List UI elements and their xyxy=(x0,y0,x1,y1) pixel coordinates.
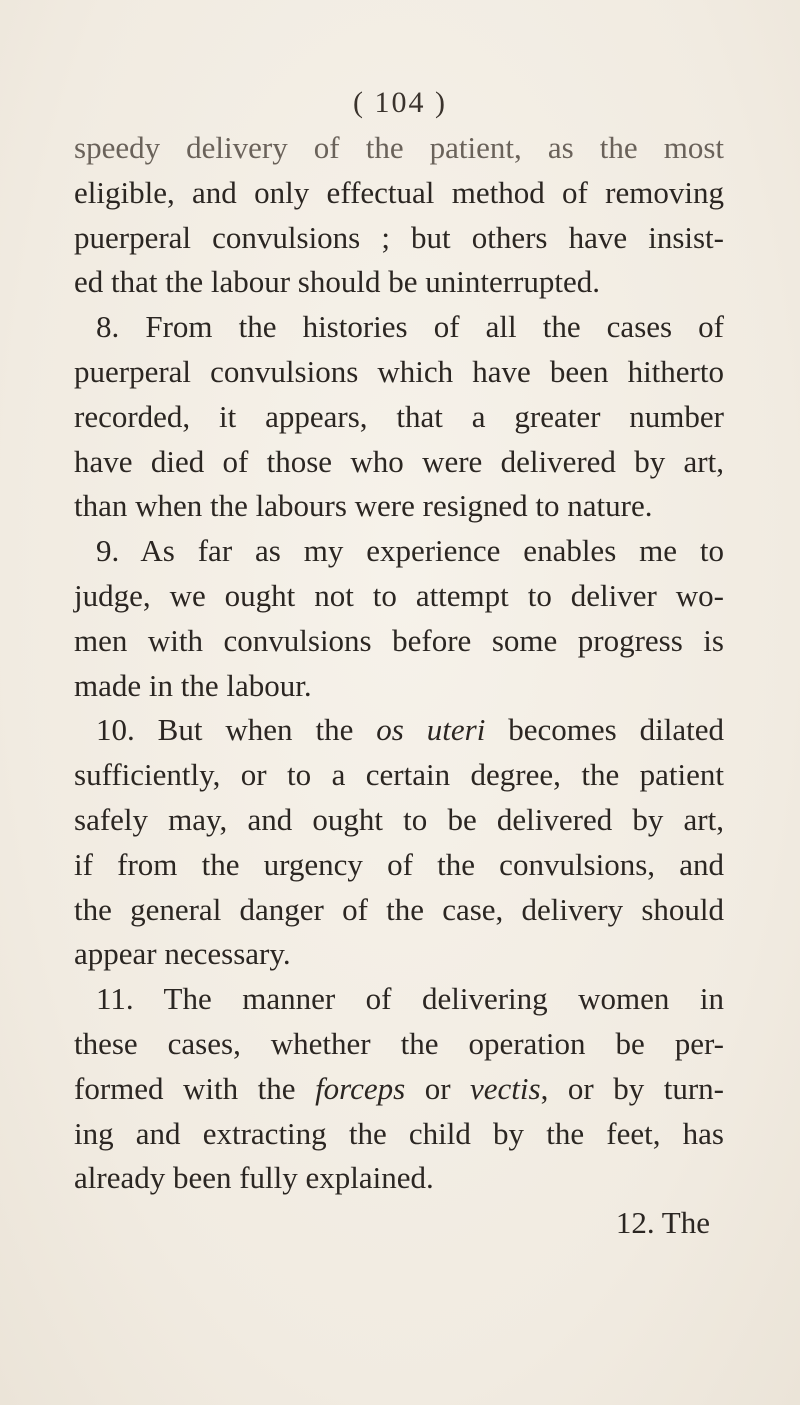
text-line: the general danger of the case, delivery should xyxy=(74,891,724,927)
paragraph-10-start: 10. But when the os uteri becomes dilated xyxy=(96,712,724,748)
paragraph-11-start: 11. The manner of delivering women in xyxy=(96,981,724,1017)
text-line: than when the labours were resigned to nature. xyxy=(74,488,653,524)
paragraph-9-start: 9. As far as my experience enables me to xyxy=(96,533,724,569)
page-number-header: ( 104 ) xyxy=(353,86,447,119)
text-line: puerperal convulsions which have been hitherto xyxy=(74,353,724,389)
text-line: have died of those who were delivered by art, xyxy=(74,443,724,479)
text-line: puerperal convulsions ; but others have insist- xyxy=(74,219,724,255)
italic-term-vectis: vectis xyxy=(470,1070,541,1106)
text-line: these cases, whether the operation be per- xyxy=(74,1025,724,1061)
body-text xyxy=(74,126,724,1246)
text-line: if from the urgency of the convulsions, and xyxy=(74,846,724,882)
text-line: made in the labour. xyxy=(74,667,312,703)
text-line: speedy delivery of the patient, as the most xyxy=(74,130,724,165)
text-line: formed with the forceps or vectis, or by turn- xyxy=(74,1070,724,1106)
text-line: eligible, and only effectual method of removing xyxy=(74,174,724,210)
italic-term-forceps: forceps xyxy=(315,1070,406,1106)
paragraph-8-start: 8. From the histories of all the cases of xyxy=(96,309,724,345)
text-line: men with convulsions before some progress is xyxy=(74,622,724,658)
text-line: ed that the labour should be uninterrupted. xyxy=(74,264,601,300)
text-line: recorded, it appears, that a greater number xyxy=(74,398,724,434)
italic-term-os-uteri: os uteri xyxy=(376,712,486,748)
text-line: ing and extracting the child by the feet, has xyxy=(74,1115,724,1151)
text-line: appear necessary. xyxy=(74,936,291,972)
text-line: already been fully explained. xyxy=(74,1160,434,1196)
text-line: sufficiently, or to a certain degree, the patient xyxy=(74,757,724,793)
text-line: judge, we ought not to attempt to deliver wo- xyxy=(74,577,724,613)
text-line: safely may, and ought to be delivered by art, xyxy=(74,801,724,837)
catchword: 12. The xyxy=(615,1205,710,1241)
